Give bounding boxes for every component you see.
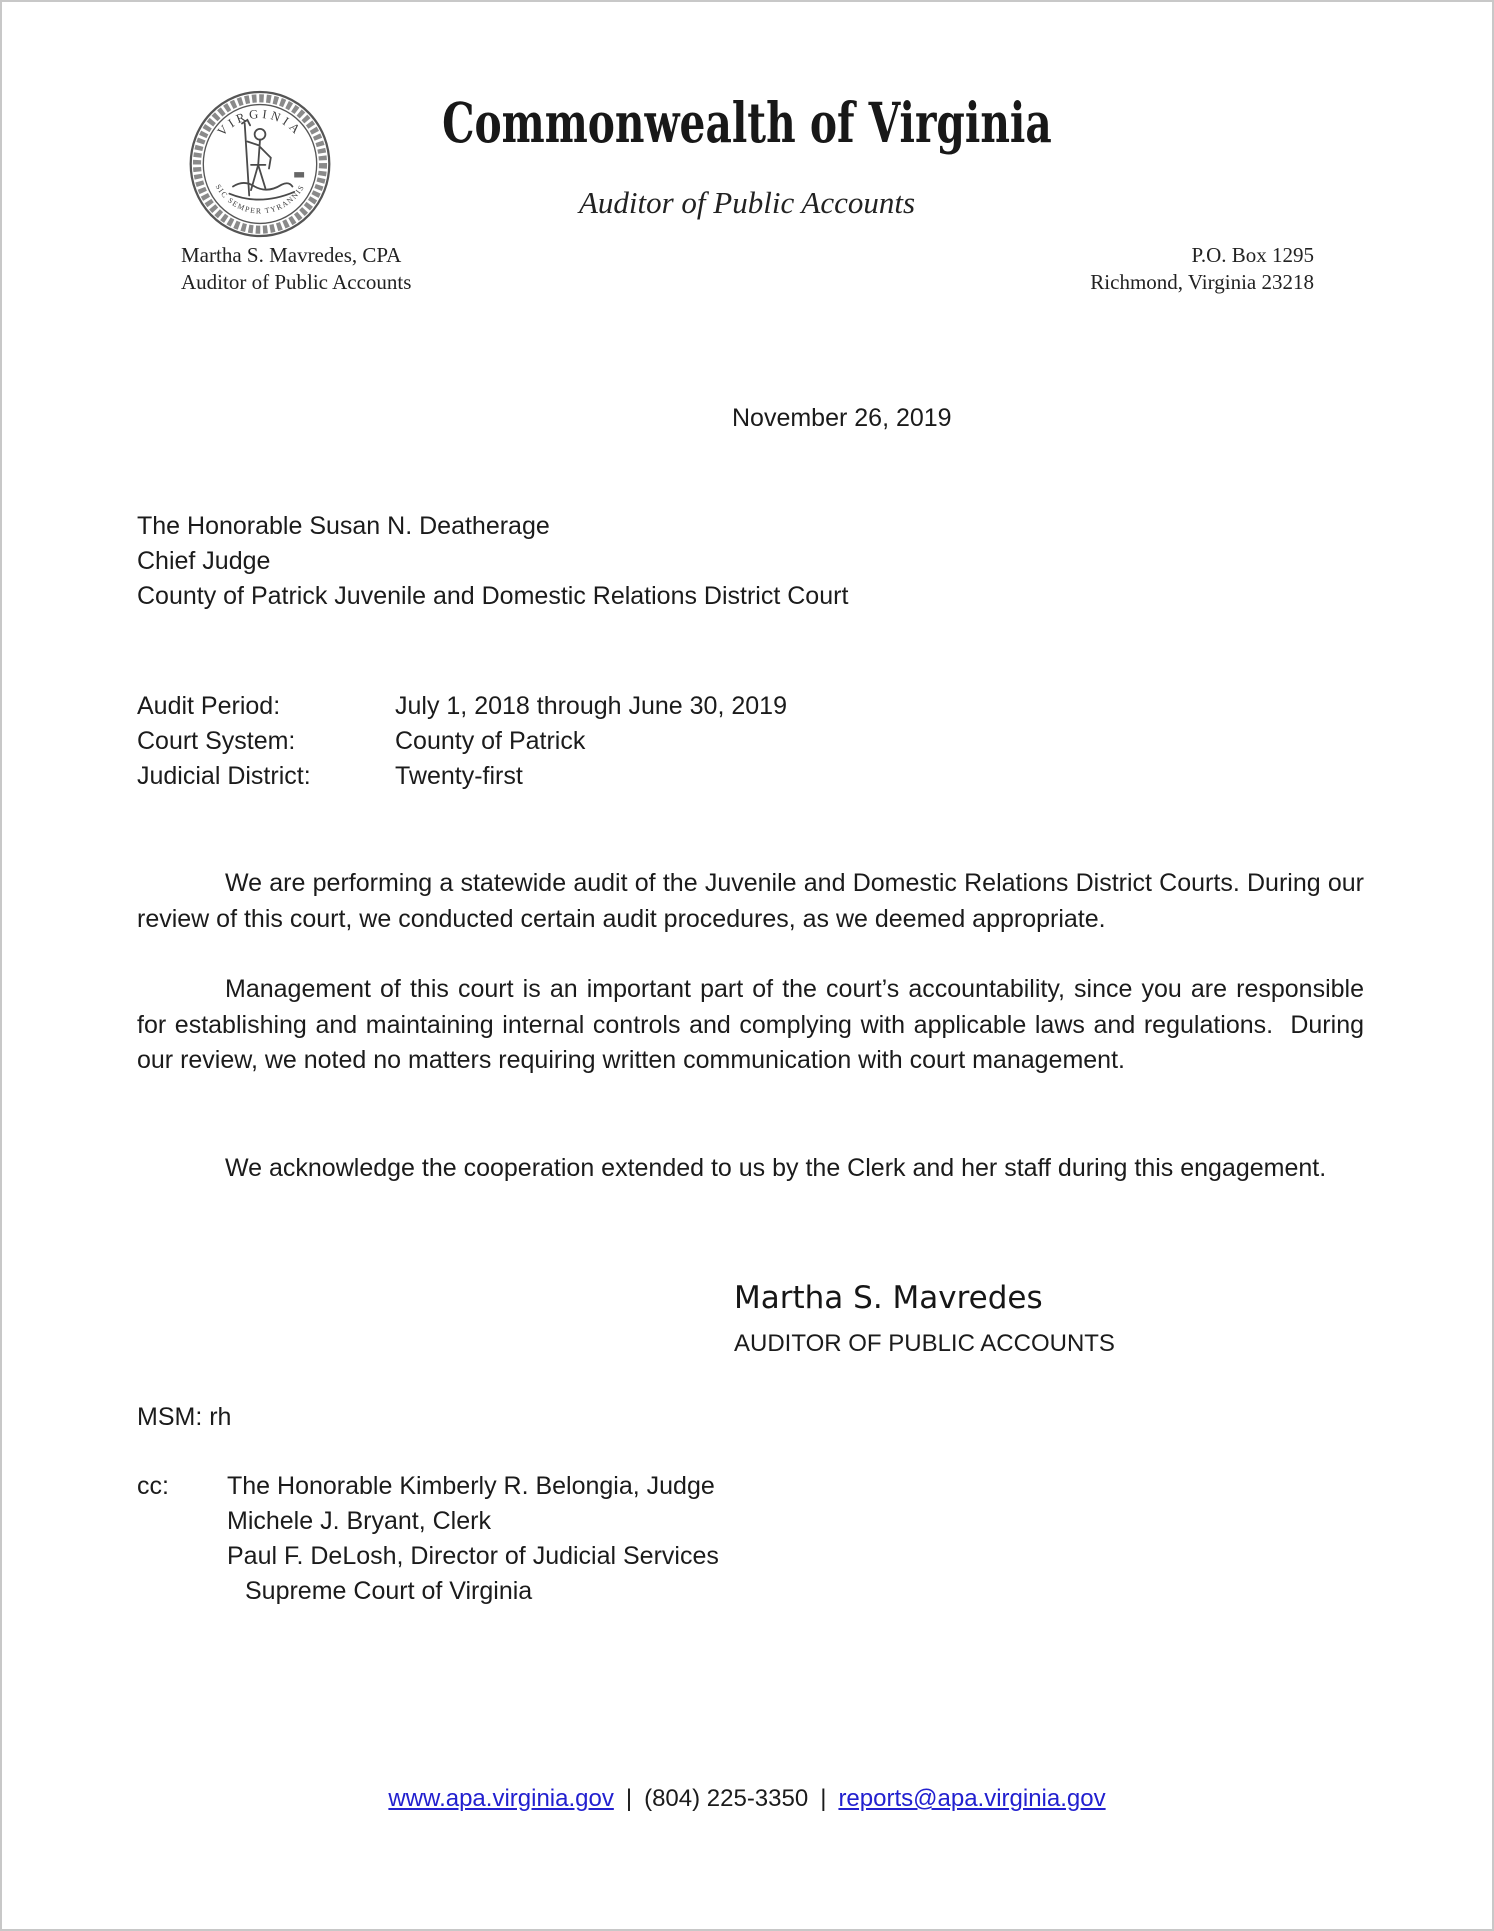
recipient-name: The Honorable Susan N. Deatherage	[137, 512, 550, 540]
letter-date: November 26, 2019	[732, 404, 952, 432]
audit-period-row	[137, 689, 787, 724]
seal-top-text: VIRGINIA	[214, 106, 306, 139]
judicial-district-value: Twenty-first	[395, 762, 523, 790]
court-system-label: Court System:	[137, 727, 296, 755]
court-system-value: County of Patrick	[395, 727, 586, 755]
city-state-zip: Richmond, Virginia 23218	[1090, 270, 1314, 294]
audit-period-value: July 1, 2018 through June 30, 2019	[395, 692, 787, 720]
commonwealth-title-text: Commonwealth of Virginia	[442, 90, 1052, 155]
judicial-district-label: Judicial District:	[137, 762, 311, 790]
signature-title: AUDITOR OF PUBLIC ACCOUNTS	[734, 1330, 1115, 1357]
footer-separator: |	[625, 1785, 633, 1812]
cc-item: The Honorable Kimberly R. Belongia, Judge	[227, 1472, 715, 1500]
paragraph-statewide-audit: We are performing a statewide audit of the Juvenile and Domestic Relations District Courts. During our review of this court, we conducted certain audit procedures, as we deemed appropriate.	[137, 869, 1364, 933]
email-link[interactable]: reports@apa.virginia.gov	[838, 1785, 1106, 1812]
cc-item-sub: Supreme Court of Virginia	[245, 1577, 533, 1605]
cc-item: Michele J. Bryant, Clerk	[227, 1507, 491, 1535]
agency-address-block	[1090, 242, 1314, 296]
footer-separator: |	[820, 1785, 827, 1812]
cc-list	[227, 1469, 719, 1609]
phone-number: (804) 225-3350	[644, 1785, 809, 1812]
auditor-title: Auditor of Public Accounts	[181, 270, 412, 294]
website-link[interactable]: www.apa.virginia.gov	[388, 1785, 614, 1812]
auditor-name-block	[181, 242, 411, 296]
recipient-court: County of Patrick Juvenile and Domestic Relations District Court	[137, 582, 849, 610]
paragraph-acknowledgement: We acknowledge the cooperation extended to us by the Clerk and her staff during this engagement.	[225, 1154, 1327, 1182]
court-system-row	[137, 724, 787, 759]
reference-initials: MSM: rh	[137, 1403, 232, 1431]
recipient-title: Chief Judge	[137, 547, 271, 575]
audit-period-label: Audit Period:	[137, 692, 281, 720]
cc-label: cc:	[137, 1472, 169, 1500]
signature-name: Martha S. Mavredes	[734, 1280, 1043, 1316]
po-box: P.O. Box 1295	[1191, 243, 1314, 267]
cc-block	[137, 1469, 719, 1609]
commonwealth-title	[2, 92, 1492, 154]
seal-bottom-text: SIC SEMPER TYRANNIS	[213, 182, 307, 216]
recipient-block	[137, 509, 848, 614]
auditor-name: Martha S. Mavredes, CPA	[181, 243, 402, 267]
agency-subtitle: Auditor of Public Accounts	[578, 185, 916, 220]
paragraph-management: Management of this court is an important part of the court’s accountability, since you are responsible for establishing and maintaining internal controls and complying with applicable laws and regulations. During our review, we noted no matters requiring written communication with court management.	[137, 975, 1364, 1074]
footer-contact-line	[2, 1783, 1492, 1815]
audit-info-block	[137, 689, 787, 794]
cc-item: Paul F. DeLosh, Director of Judicial Services	[227, 1542, 719, 1570]
judicial-district-row	[137, 759, 787, 794]
